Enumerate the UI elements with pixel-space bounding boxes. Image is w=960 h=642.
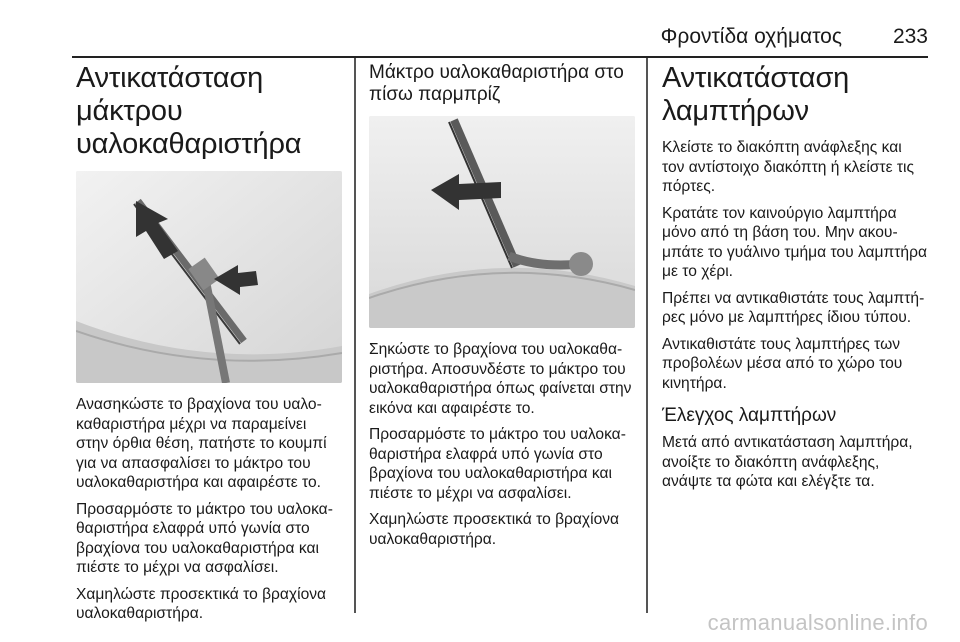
paragraph: Πρέπει να αντικαθιστάτε τους λαμπτήρες μόνο με λαμπτήρες ίδιου τύπου. [662,289,925,326]
paragraph: Αντικαθιστάτε τους λαμπτήρες των προβολέων μέσα από το χώρο του κινητήρα. [662,335,903,392]
section-heading: Αντικατάσταση μάκτρου υαλοκαθαριστήρα [76,62,302,160]
paragraph: Προσαρμόστε το μάκτρο του υαλοκαθαριστήρα ελαφρά υπό γωνία στο βραχίονα του υαλοκαθαριστήρα και πιέστε το μέχρι να ασφαλίσει. [76,500,333,576]
paragraph: Χαμηλώστε προσεκτικά το βραχίονα υαλοκαθαριστήρα. [76,585,327,622]
subsection-heading: Έλεγχος λαμπτήρων [662,405,837,426]
paragraph: Κρατάτε τον καινούργιο λαμπτήρα μόνο από τη βάση του. Μην ακουμπάτε το γυάλινο τμήμα του λαμπτήρα με το χέρι. [662,204,927,280]
column-front-wiper [76,62,342,631]
column-bulb-replacement [662,62,928,499]
column-rear-wiper [369,62,633,556]
paragraph: Ανασηκώστε το βραχίονα του υαλοκαθαριστήρα μέχρι να παραμείνει στην όρθια θέση, πατήστε το κουμπί για να απασφαλίσει το μάκτρο του υαλοκαθαριστήρα και αφαιρέστε το. [76,396,327,491]
paragraph: Κλείστε το διακόπτη ανάφλεξης και τον αντίστοιχο διακόπτη ή κλείστε τις πόρτες. [662,139,915,195]
paragraph: Προσαρμόστε το μάκτρο του υαλοκαθαριστήρα ελαφρά υπό γωνία στο βραχίονα του υαλοκαθαριστήρα και πιέστε το μέχρι να ασφαλίσει. [369,426,626,502]
section-heading: Μάκτρο υαλοκαθαριστήρα στο πίσω παρμπρίζ [369,62,624,105]
watermark: carmanualsonline.info [707,610,928,635]
page-number: 233 [892,25,928,48]
rear-wiper-illustration [369,116,635,328]
column-divider [646,58,648,613]
section-heading: Αντικατάσταση λαμπτήρων [662,62,850,127]
paragraph: Μετά από αντικατάσταση λαμπτήρα, ανοίξτε το διακόπτη ανάφλεξης, ανάψτε τα φώτα και ελέγξτε τα. [662,434,913,490]
column-divider [354,58,356,613]
paragraph: Χαμηλώστε προσεκτικά το βραχίονα υαλοκαθαριστήρα. [369,511,620,548]
front-wiper-illustration [76,171,342,383]
page-header [72,22,928,58]
paragraph: Σηκώστε το βραχίονα του υαλοκαθαριστήρα. Αποσυνδέστε το μάκτρο του υαλοκαθαριστήρα όπως φαίνεται στην εικόνα και αφαιρέστε το. [369,341,632,417]
header-title: Φροντίδα οχήματος [660,25,842,48]
